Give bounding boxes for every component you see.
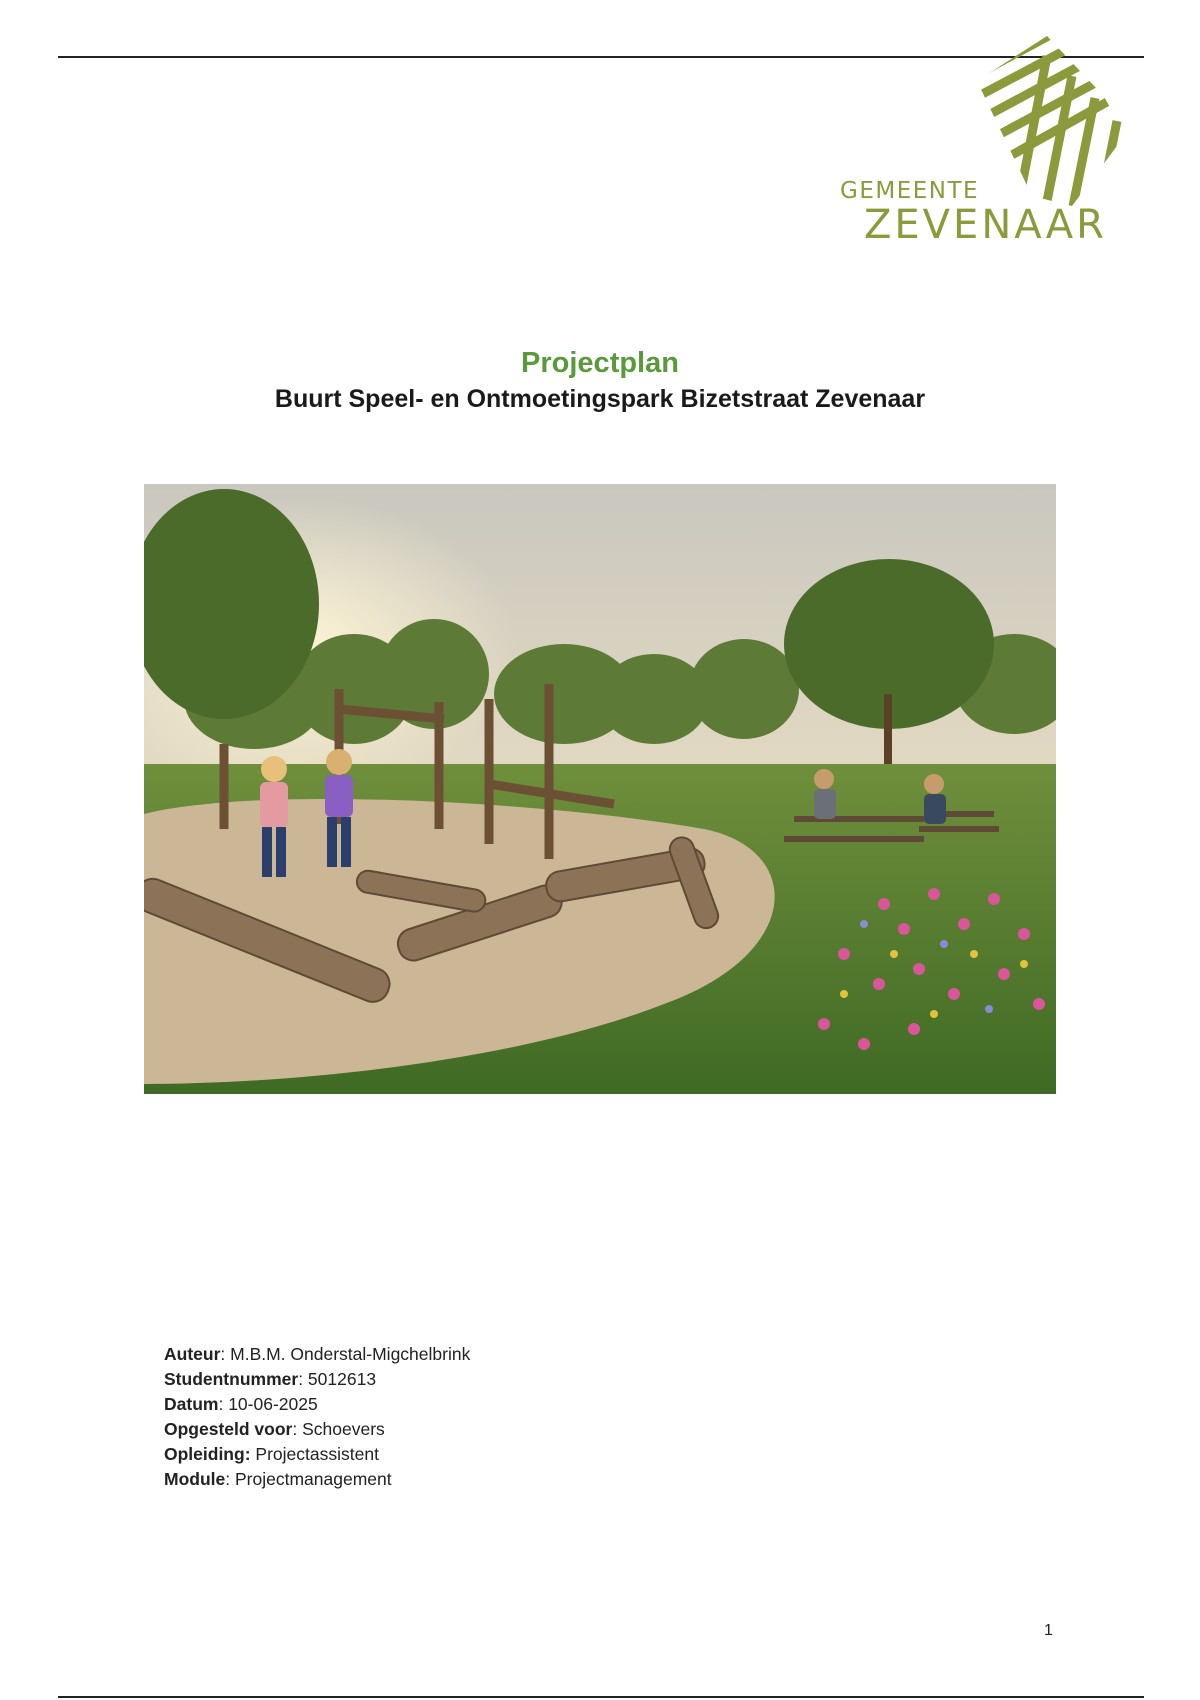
meta-row-opleiding	[164, 1442, 470, 1467]
meta-value: 5012613	[307, 1369, 377, 1389]
meta-row-datum	[164, 1392, 470, 1417]
meta-label: Module	[164, 1469, 226, 1489]
meta-value: 10-06-2025	[228, 1394, 318, 1414]
meta-label: Opgesteld voor	[164, 1419, 293, 1439]
meta-value: Projectmanagement	[234, 1469, 392, 1489]
meta-value: Projectassistent	[255, 1444, 379, 1464]
meta-row-opgesteld-voor	[164, 1417, 470, 1442]
meta-row-module	[164, 1467, 470, 1492]
document-metadata	[164, 1342, 470, 1492]
document-subtitle: Buurt Speel- en Ontmoetingspark Bizetstraat Zevenaar	[274, 385, 926, 413]
meta-label: Auteur	[164, 1344, 221, 1364]
meta-separator: :	[220, 1344, 231, 1364]
meta-label: Datum	[164, 1394, 219, 1414]
meta-label: Opleiding:	[164, 1444, 251, 1464]
logo-text-zevenaar: ZEVENAAR	[864, 202, 1107, 248]
page-number: 1	[1044, 1622, 1053, 1639]
meta-separator: :	[292, 1419, 303, 1439]
meta-separator: :	[225, 1469, 235, 1489]
meta-row-studentnummer	[164, 1367, 470, 1392]
meta-value: Schoevers	[302, 1419, 385, 1439]
meta-label: Studentnummer	[164, 1369, 299, 1389]
gemeente-zevenaar-logo	[832, 36, 1132, 246]
meta-separator: :	[218, 1394, 229, 1414]
meta-row-auteur	[164, 1342, 470, 1367]
title-block	[0, 344, 1200, 416]
document-title: Projectplan	[521, 347, 679, 379]
footer-rule	[58, 1696, 1144, 1698]
logo-text-gemeente: GEMEENTE	[840, 178, 980, 204]
meta-value: M.B.M. Onderstal-Migchelbrink	[230, 1344, 471, 1364]
meta-separator: :	[298, 1369, 308, 1389]
playground-illustration-icon	[144, 484, 1056, 1094]
